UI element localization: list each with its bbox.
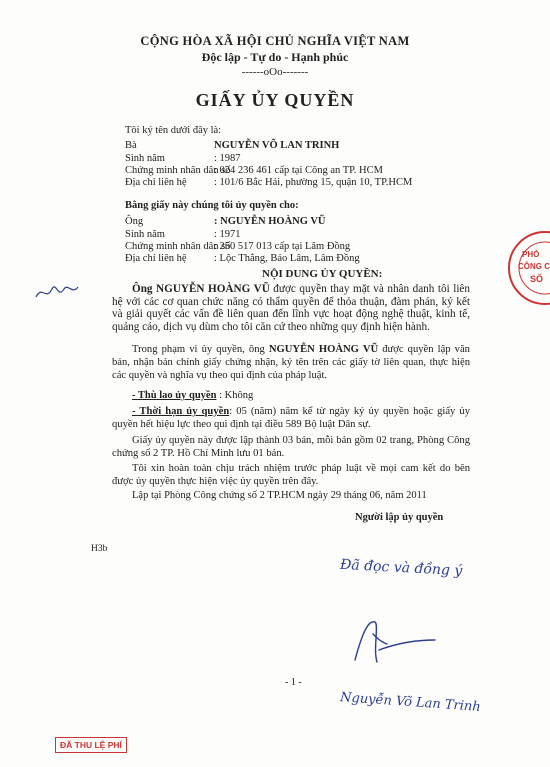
paragraph-powers-lead: Trong phạm vi ủy quyền, ông [132, 344, 269, 355]
principal-label: Bà [125, 140, 137, 151]
principal-id-value: : 024 236 461 cấp tại Công an TP. HCM [214, 165, 383, 176]
responsibility-text: Tôi xin hoàn toàn chịu trách nhiệm trước pháp luật về mọi cam kết do bên được ủy quyền thực hiện việc ủy quyền trên đây. [112, 463, 470, 487]
handwritten-name: Nguyễn Võ Lan Trinh [339, 690, 482, 715]
paragraph-powers-text: được quyền lập văn bản, nhận bản chính giấy chứng nhận, ký tên trên các giấy tờ liên quan, thực hiện các quyền và nghĩa vụ theo qui định của pháp luật. [112, 344, 470, 381]
responsibility-paragraph [112, 462, 470, 488]
agent-id-label: Chứng minh nhân dân số [125, 241, 231, 252]
notary-seal [500, 228, 550, 308]
signature-mark [335, 610, 445, 670]
agent-address-label: Địa chỉ liên hệ [125, 253, 187, 264]
principal-id-label: Chứng minh nhân dân số [125, 165, 231, 176]
seal-line-1: PHÒ [522, 250, 540, 259]
signer-title: Người lập ủy quyền [355, 512, 444, 523]
fee-label: - Thù lao ủy quyền [132, 390, 217, 401]
margin-initials [32, 275, 82, 305]
term-value: : 05 (năm) năm kể từ ngày ký ủy quyền hoặc giấy ủy quyền hết hiệu lực theo qui định tại điều 589 Bộ luật Dân sự. [112, 406, 470, 430]
term-label: - Thời hạn ủy quyền [132, 406, 230, 417]
motto: Độc lập - Tự do - Hạnh phúc [201, 50, 349, 64]
place-date: Lập tại Phòng Công chứng số 2 TP.HCM ngày 29 tháng 06, năm 2011 [132, 490, 427, 501]
document-code: H3b [91, 544, 108, 554]
fee-line [132, 390, 253, 401]
copies-paragraph [112, 434, 470, 460]
agent-birth-value: : 1971 [214, 229, 241, 240]
document-title: GIẤY ỦY QUYỀN [195, 90, 355, 110]
fee-value: : Không [219, 390, 254, 401]
agent-birth-label: Sinh năm [125, 229, 165, 240]
intro-line: Tôi ký tên dưới đây là: [125, 125, 222, 136]
principal-address-value: : 101/6 Bắc Hải, phường 15, quận 10, TP.HCM [214, 177, 413, 188]
seal-line-2: CÔNG C [518, 262, 550, 271]
principal-birth-value: : 1987 [214, 153, 241, 164]
paragraph-powers [112, 343, 470, 382]
page-number: - 1 - [285, 677, 302, 688]
copies-text: Giấy ủy quyền này được lập thành 03 bản, mỗi bản gồm 02 trang, Phòng Công chứng số 2 TP. Hồ Chí Minh lưu 01 bản. [112, 435, 470, 459]
nation-header: CỘNG HÒA XÃ HỘI CHỦ NGHĨA VIỆT NAM [140, 34, 410, 48]
handwritten-note: Đã đọc và đồng ý [339, 556, 463, 580]
paragraph-scope-text: được quyền thay mặt và nhân danh tôi liên hệ với các cơ quan chức năng có thẩm quyền để thỏa thuận, đàm phán, ký kết và giải quyết các vấn đề liên quan đến lĩnh vực hoạt động nghệ thuật, kinh tế, quảng cáo, dịch vụ dùm cho tôi căn cứ theo những quy định hiện hành. [112, 283, 470, 333]
fee-paid-stamp: ĐÃ THU LỆ PHÍ [55, 737, 127, 753]
agent-name: : NGUYỄN HOÀNG VŨ [214, 216, 326, 227]
principal-address-label: Địa chỉ liên hệ [125, 177, 187, 188]
paragraph-scope [112, 283, 470, 333]
agent-id-value: : 250 517 013 cấp tại Lâm Đồng [214, 241, 351, 252]
principal-birth-label: Sinh năm [125, 153, 165, 164]
term-paragraph [112, 405, 470, 431]
paragraph-powers-name: NGUYỄN HOÀNG VŨ [268, 344, 379, 355]
agent-address-value: : Lộc Thắng, Bảo Lâm, Lâm Đồng [214, 253, 360, 264]
agent-intro: Bằng giấy này chúng tôi ủy quyền cho: [125, 200, 299, 211]
agent-label: Ông [125, 216, 144, 227]
ornament: ------oOo------- [241, 66, 309, 78]
seal-line-3: SỐ [530, 274, 544, 284]
paragraph-agent-name: Ông NGUYỄN HOÀNG VŨ [132, 283, 270, 295]
principal-name: NGUYỄN VÕ LAN TRINH [214, 140, 340, 151]
content-heading: NỘI DUNG ỦY QUYỀN: [262, 268, 383, 280]
